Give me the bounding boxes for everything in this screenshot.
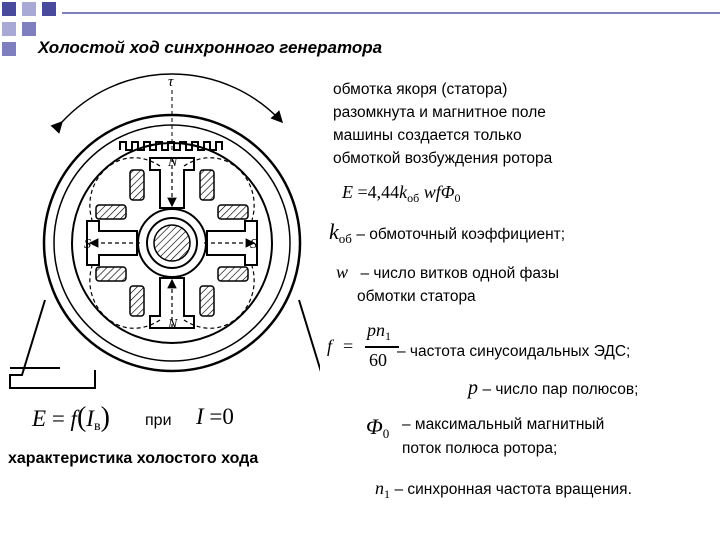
w-text-2: обмотки статора [357, 288, 476, 305]
n1-symbol: n [375, 478, 384, 498]
char-eq: = [51, 406, 65, 431]
corner-square-5 [22, 22, 36, 36]
intro-line-1: обмотка якоря (статора) [333, 81, 508, 98]
w-text-1: – число витков одной фазы [360, 265, 560, 282]
phi-symbol: Φ [366, 414, 383, 439]
rotor-hub [138, 209, 206, 277]
char-I: I [86, 406, 94, 431]
intro-line-2: разомкнута и магнитное поле [333, 104, 546, 121]
p-row [468, 377, 638, 400]
corner-square-4 [2, 22, 16, 36]
corner-square-6 [2, 42, 16, 56]
char-f: f [70, 406, 77, 431]
generator-diagram [0, 70, 320, 390]
phi-sub: 0 [382, 426, 390, 441]
freq-eq: = [343, 336, 354, 356]
slide-title: Холостой ход синхронного генератора [38, 38, 383, 57]
emf-lhs: E [342, 182, 353, 202]
p-text: – число пар полюсов; [482, 381, 639, 398]
phi-text-1: – максимальный магнитный [402, 416, 605, 433]
char-I-sub: в [93, 419, 101, 434]
emf-rest: wfΦ [423, 182, 455, 202]
emf-eq: = [357, 182, 368, 202]
freq-text: – частота синусоидальных ЭДС; [397, 343, 631, 360]
freq-den: 60 [369, 350, 387, 370]
kob-sub: об [338, 231, 352, 246]
freq-fraction-bar [365, 346, 399, 348]
intro-line-4: обмоткой возбуждения ротора [333, 150, 553, 167]
char-E: E [32, 406, 47, 431]
emf-k: k [399, 182, 408, 202]
phi-text-2: поток полюса ротора; [402, 440, 558, 457]
intro-line-3: машины создается только [333, 127, 522, 144]
cond-eq: = [209, 404, 223, 429]
char-at-word: при [145, 412, 172, 429]
tau-label: τ [168, 74, 174, 90]
char-formula [32, 402, 110, 435]
char-condition [196, 404, 234, 430]
char-open-paren: ( [76, 402, 87, 433]
pole-label-right: S [250, 237, 257, 252]
char-close-paren: ) [100, 402, 110, 433]
pole-label-left: S [84, 237, 91, 252]
freq-lhs: f [327, 336, 333, 356]
phi-row [366, 414, 389, 442]
pole-label-top: N [168, 155, 178, 170]
cond-I: I [196, 404, 204, 429]
cond-zero: 0 [222, 404, 234, 429]
corner-square-2 [22, 2, 36, 16]
corner-square-1 [2, 2, 16, 16]
emf-k-sub: об [407, 191, 420, 205]
emf-coef: 4,44 [367, 182, 400, 202]
kob-text: – обмоточный коэффициент; [356, 226, 566, 243]
w-symbol: w [336, 262, 349, 282]
corner-square-3 [42, 2, 56, 16]
pole-label-bottom: N [168, 317, 178, 332]
top-rule [62, 12, 720, 14]
n1-row [375, 478, 632, 502]
freq-num: $pn_1$ [367, 320, 391, 343]
emf-rest-sub: 0 [454, 191, 461, 205]
n1-text: – синхронная частота вращения. [394, 481, 632, 498]
emf-formula [342, 182, 460, 206]
kob-row [329, 219, 565, 247]
w-row [336, 262, 559, 283]
p-symbol: p [468, 377, 478, 399]
kob-symbol: k [329, 219, 339, 244]
char-caption: характеристика холостого хода [8, 450, 259, 467]
n1-sub: 1 [384, 487, 390, 501]
